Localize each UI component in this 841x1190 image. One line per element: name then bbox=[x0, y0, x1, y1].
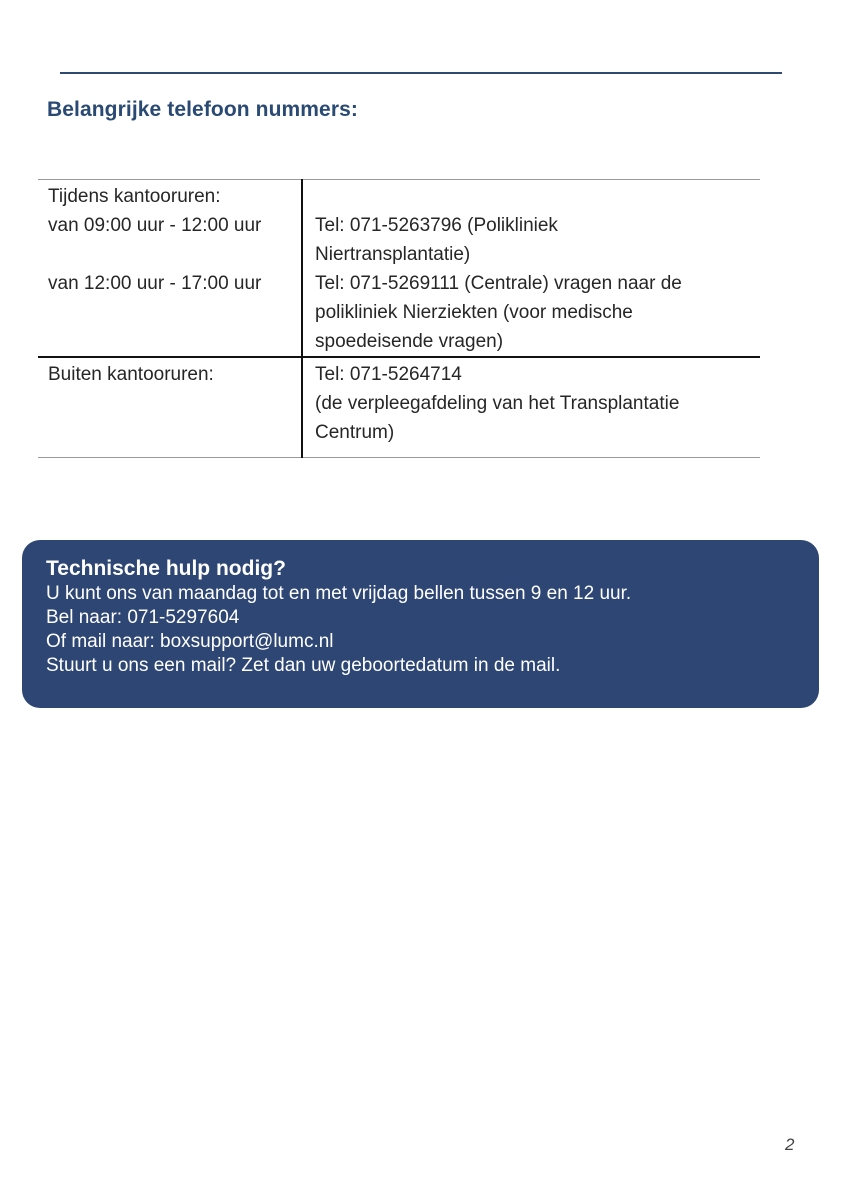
help-title: Technische hulp nodig? bbox=[46, 557, 286, 580]
help-hours-text: U kunt ons van maandag tot en met vrijdag bellen tussen 9 en 12 uur. bbox=[46, 583, 632, 604]
slot1-contact-line1: Tel: 071-5263796 (Polikliniek bbox=[315, 215, 558, 236]
help-email-note: Stuurt u ons een mail? Zet dan uw geboortedatum in de mail. bbox=[46, 655, 561, 676]
slot2-contact-line3: spoedeisende vragen) bbox=[315, 331, 504, 352]
phone-numbers-table bbox=[38, 179, 760, 458]
office-hours-cell bbox=[38, 180, 302, 358]
table-row-office-hours bbox=[38, 180, 760, 358]
header-divider bbox=[60, 72, 782, 74]
after-hours-cell bbox=[38, 357, 302, 458]
table-row-after-hours bbox=[38, 357, 760, 458]
slot1-contact-line2: Niertransplantatie) bbox=[315, 244, 471, 265]
after-hours-contact-line1: Tel: 071-5264714 bbox=[315, 364, 462, 385]
page-number: 2 bbox=[785, 1135, 795, 1154]
slot2-contact-line1: Tel: 071-5269111 (Centrale) vragen naar de bbox=[315, 273, 682, 294]
office-hours-heading: Tijdens kantooruren: bbox=[48, 186, 221, 207]
section-title: Belangrijke telefoon nummers: bbox=[47, 98, 358, 121]
after-hours-contact-line2: (de verpleegafdeling van het Transplantatie bbox=[315, 393, 680, 414]
slot1-time: van 09:00 uur - 12:00 uur bbox=[48, 215, 262, 236]
spacer bbox=[315, 182, 740, 211]
office-hours-contacts-cell bbox=[302, 180, 760, 358]
after-hours-heading: Buiten kantooruren: bbox=[48, 364, 214, 385]
slot2-contact-line2: polikliniek Nierziekten (voor medische bbox=[315, 302, 633, 323]
spacer bbox=[48, 240, 301, 269]
help-phone-text: Bel naar: 071-5297604 bbox=[46, 607, 240, 628]
help-email-text: Of mail naar: boxsupport@lumc.nl bbox=[46, 631, 334, 652]
after-hours-contacts-cell bbox=[302, 357, 760, 458]
slot2-time: van 12:00 uur - 17:00 uur bbox=[48, 273, 262, 294]
technical-help-box bbox=[22, 540, 819, 708]
after-hours-contact-line3: Centrum) bbox=[315, 422, 395, 443]
